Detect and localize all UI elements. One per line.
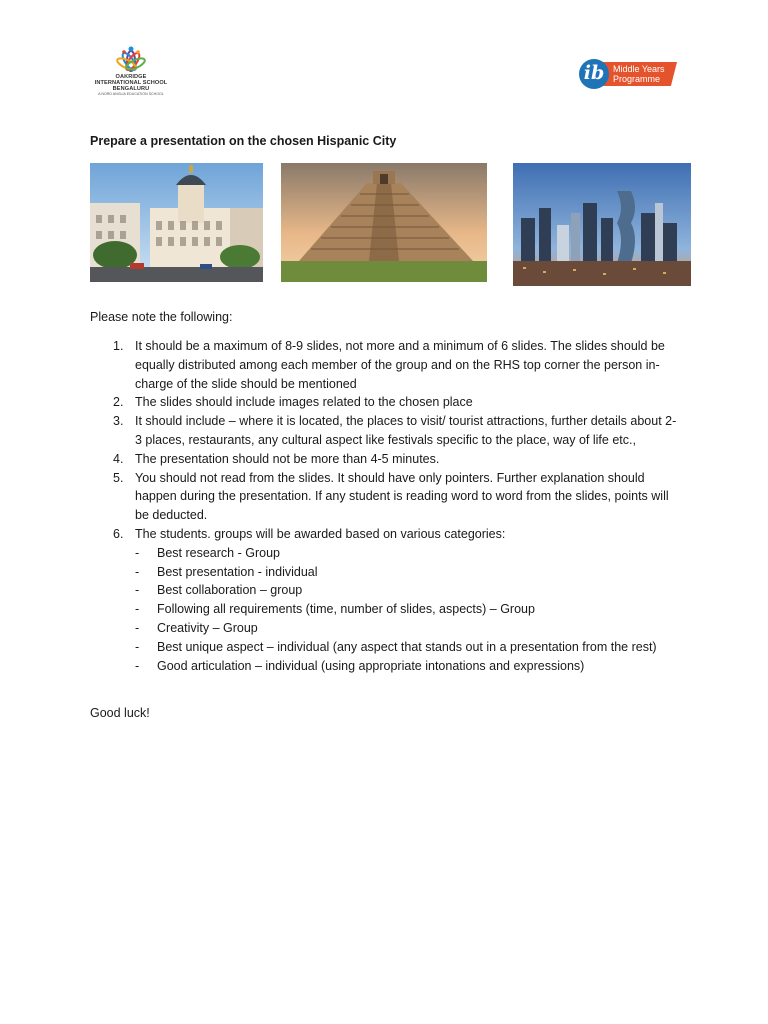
ib-programme-line1: Middle Years [613,64,665,74]
award-category-text: Best unique aspect – individual (any aspect that stands out in a presentation from the rest) [157,639,657,654]
requirements-list [90,337,680,675]
closing-text: Good luck! [90,706,150,720]
award-category-text: Best presentation - individual [157,564,318,579]
requirement-text: It should include – where it is located, the places to visit/ tourist attractions, further details about 2-3 places, restaurants, any cultural aspect like festivals specific to the place, way of life etc., [135,414,677,447]
award-category-text: Best collaboration – group [157,583,303,598]
school-name-line1: OAKRIDGE [115,74,147,80]
ib-programme-line2: Programme [613,74,661,84]
requirement-number: 3. [113,414,124,429]
award-category-text: Good articulation – individual (using appropriate intonations and expressions) [157,658,585,673]
lotus-flower-icon [116,44,146,74]
award-category-item: - Creativity – Group [135,620,258,635]
panama-city-skyline-photo [513,163,691,286]
requirement-item [90,469,680,525]
intro-text: Please note the following: [90,310,233,324]
requirement-number: 4. [113,451,124,466]
award-category-text: Best research - Group [157,545,280,560]
requirement-number: 5. [113,470,124,485]
school-name-line3: BENGALURU [112,86,150,92]
requirement-text: The slides should include images related to the chosen place [135,395,473,410]
award-category-item: - Following all requirements (time, number of slides, aspects) – Group [135,602,535,617]
award-category-item: - Best unique aspect – individual (any aspect that stands out in a presentation from the rest) [135,639,657,654]
requirement-item [90,450,680,469]
award-category-item: - Best presentation - individual [135,564,318,579]
award-category-item: - Good articulation – individual (using appropriate intonations and expressions) [135,658,585,673]
requirement-text: The students. groups will be awarded based on various categories: [135,526,506,541]
school-tagline: A NORD ANGLIA EDUCATION SCHOOL [98,92,164,96]
requirement-text: It should be a maximum of 8-9 slides, not more and a minimum of 6 slides. The slides should be equally distributed among each member of the group and on the RHS top corner the person in-charge of the slide should be mentioned [135,339,665,391]
award-category-text: Following all requirements (time, number of slides, aspects) – Group [157,602,535,617]
school-logo [88,44,174,106]
requirement-text: The presentation should not be more than 4-5 minutes. [135,451,440,466]
requirement-item [90,412,680,450]
requirement-number: 2. [113,395,124,410]
requirement-item [90,393,680,412]
award-category-item: - Best research - Group [135,545,280,560]
madrid-metropolis-building-photo [90,163,263,282]
award-category-item: - Best collaboration – group [135,583,303,598]
page-title: Prepare a presentation on the chosen Hispanic City [90,134,397,148]
requirement-item [90,337,680,393]
requirement-item [90,525,680,675]
requirement-number: 6. [113,526,124,541]
chichen-itza-pyramid-photo [281,163,487,282]
requirement-number: 1. [113,339,124,353]
school-name-line2: INTERNATIONAL SCHOOL [94,80,168,86]
ib-myp-logo [579,59,679,91]
ib-mark: ib [579,59,609,89]
award-category-text: Creativity – Group [157,620,258,635]
award-categories-list [135,544,680,676]
requirement-text: You should not read from the slides. It should have only pointers. Further explanation should happen during the presentation. If any student is reading word to word from the slides, points will be deducted. [135,470,669,523]
